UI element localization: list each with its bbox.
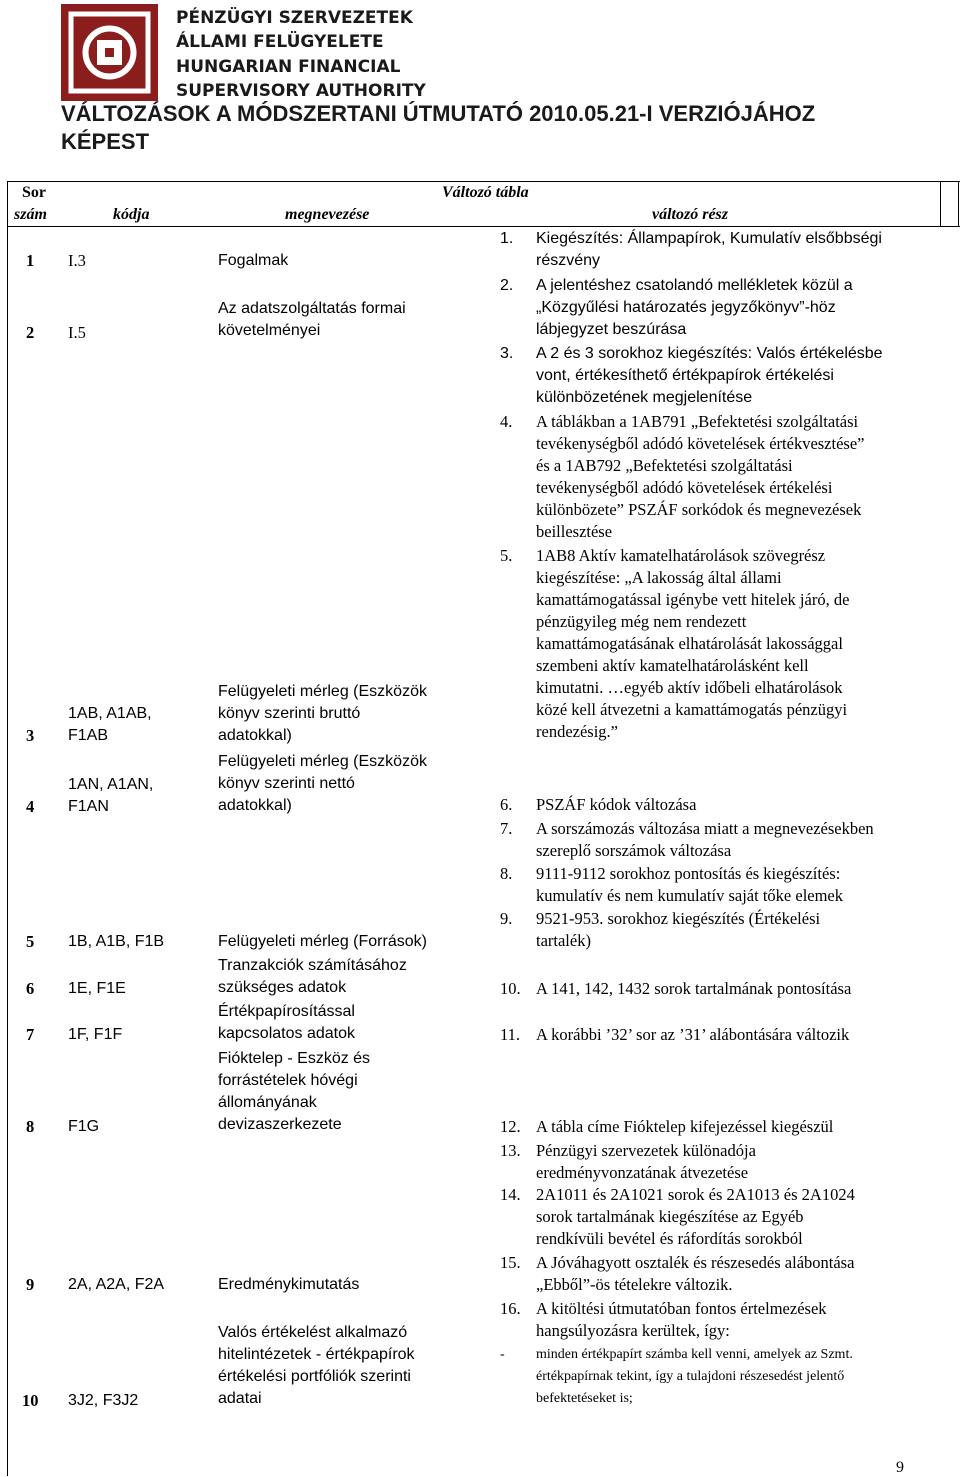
row-9-name: Eredménykimutatás <box>218 1276 360 1293</box>
header-kodja: kódja <box>113 206 150 223</box>
header-valtozo-tabla: Változó tábla <box>442 184 529 201</box>
row-4-name: Felügyeleti mérleg (Eszközök könyv szerinti nettó adatokkal) <box>218 753 427 814</box>
row-3-code: 1AB, A1AB, F1AB <box>68 705 152 744</box>
row-8-num: 8 <box>26 1117 35 1136</box>
page-title: VÁLTOZÁSOK A MÓDSZERTANI ÚTMUTATÓ 2010.05.21-I VERZIÓJÁHOZ KÉPEST <box>61 101 816 154</box>
change-item-7: 7. A sorszámozás változása miatt a megnevezésekben szereplő sorszámok változása <box>500 819 874 860</box>
change-item-12: 12. A tábla címe Fióktelep kifejezéssel kiegészül <box>500 1117 834 1136</box>
row-7-code: 1F, F1F <box>68 1026 123 1043</box>
change-item-1: 1. Kiegészítés: Állampapírok, Kumulatív elsőbbségi részvény <box>500 230 882 269</box>
row-2-name: Az adatszolgáltatás formai követelményei <box>218 300 406 339</box>
row-8-code: F1G <box>68 1118 100 1135</box>
change-item-4: 4. A táblákban a 1AB791 „Befektetési szolgáltatási tevékenységből adódó követelések értékvesztése” és a 1AB792 „Befektetési szolgáltatási tevékenységből adódó követelések értékelési különbözete” PSZÁF sorkódok és megnevezések beillesztése <box>500 412 865 541</box>
row-5-code: 1B, A1B, F1B <box>68 933 165 950</box>
psfa-logo <box>61 4 158 101</box>
change-item-2: 2. A jelentéshez csatolandó mellékletek közül a „Közgyűlési határozatés jegyzőkönyv”-höz lábjegyzet beszúrása <box>500 277 853 338</box>
page-number: 9 <box>896 1459 904 1476</box>
change-item-16-bullet: - minden értékpapírt számba kell venni, amelyek az Szmt. értékpapírnak tekint, így a tulajdoni részesedést jelentő befektetéseket is; <box>500 1347 853 1406</box>
row-9-num: 9 <box>26 1275 35 1294</box>
change-item-3: 3. A 2 és 3 sorokhoz kiegészítés: Valós értékelésbe vont, értékesíthető értékpapírok értékelési különbözetének megjelenítése <box>500 345 883 406</box>
row-6-name: Tranzakciók számításához szükséges adatok <box>218 957 407 996</box>
row-7-num: 7 <box>26 1025 35 1044</box>
change-item-15: 15. A Jóváhagyott osztalék és részesedés alábontása „Ebből”-ös tételekre változik. <box>500 1253 855 1294</box>
change-item-16: 16. A kitöltési útmutatóban fontos értelmezések hangsúlyozásra kerültek, így: <box>500 1299 827 1340</box>
row-4-num: 4 <box>26 797 35 816</box>
row-7-name: Értékpapírosítással kapcsolatos adatok <box>218 1003 355 1042</box>
header-sor: Sor <box>22 184 46 201</box>
change-item-9: 9. 9521-953. sorokhoz kiegészítés (Értékelési tartalék) <box>500 909 821 950</box>
header-megnevezese: megnevezése <box>285 206 370 223</box>
row-4-code: 1AN, A1AN, F1AN <box>68 776 154 815</box>
change-item-13: 13. Pénzügyi szervezetek különadója eredményvonzatának átvezetése <box>500 1141 756 1182</box>
row-1-num: 1 <box>26 251 35 270</box>
row-5-num: 5 <box>26 932 35 951</box>
row-8-name: Fióktelep - Eszköz és forrástételek hóvégi állományának devizaszerkezete <box>218 1050 371 1133</box>
org-name-line4: SUPERVISORY AUTHORITY <box>176 81 426 101</box>
change-item-10: 10. A 141, 142, 1432 sorok tartalmának pontosítása <box>500 979 852 998</box>
change-item-8: 8. 9111-9112 sorokhoz pontosítás és kiegészítés: kumulatív és nem kumulatív saját tőke elemek <box>500 864 844 905</box>
org-name-line1: PÉNZÜGYI SZERVEZETEK <box>176 8 413 28</box>
row-10-name: Valós értékelést alkalmazó hitelintézetek - értékpapírok értékelési portfóliók szerinti adatai <box>218 1324 415 1407</box>
row-3-num: 3 <box>26 726 35 745</box>
org-name-line3: HUNGARIAN FINANCIAL <box>176 57 401 77</box>
row-9-code: 2A, A2A, F2A <box>68 1276 165 1293</box>
row-1-code: I.3 <box>68 251 86 270</box>
row-3-name: Felügyeleti mérleg (Eszközök könyv szerinti bruttó adatokkal) <box>218 683 427 744</box>
change-item-14: 14. 2A1011 és 2A1021 sorok és 2A1013 és 2A1024 sorok tartalmának kiegészítése az Egyéb rendkívüli bevétel és ráfordítás sorokból <box>500 1185 855 1248</box>
row-2-code: I.5 <box>68 323 86 342</box>
change-item-5: 5. 1AB8 Aktív kamatelhatárolások szövegrész kiegészítése: „A lakosság által állami kamattámogatással igénybe vett hitelek járó, de pénzügyileg még nem rendezett kamattámogatásának elhatárolását lakossággal szembeni aktív kamatelhatárolásként kell kimutatni. …egyéb aktív időbeli elhatárolások közé kell átvezetni a kamattámogatás pénzügyi rendezésig.” <box>500 546 850 741</box>
row-6-num: 6 <box>26 979 35 998</box>
row-2-num: 2 <box>26 323 35 342</box>
change-item-6: 6. PSZÁF kódok változása <box>500 795 697 814</box>
header-valtozo-resz: változó rész <box>652 206 728 223</box>
row-10-num: 10 <box>22 1391 39 1410</box>
change-item-11: 11. A korábbi ’32’ sor az ’31’ alábontására változik <box>500 1025 850 1044</box>
row-1-name: Fogalmak <box>218 252 289 269</box>
logo-emblem-icon <box>61 4 158 101</box>
row-5-name: Felügyeleti mérleg (Források) <box>218 933 427 950</box>
row-10-code: 3J2, F3J2 <box>68 1392 139 1409</box>
org-name-line2: ÁLLAMI FELÜGYELETE <box>176 32 384 52</box>
row-6-code: 1E, F1E <box>68 980 126 997</box>
header-szam: szám <box>14 206 47 223</box>
